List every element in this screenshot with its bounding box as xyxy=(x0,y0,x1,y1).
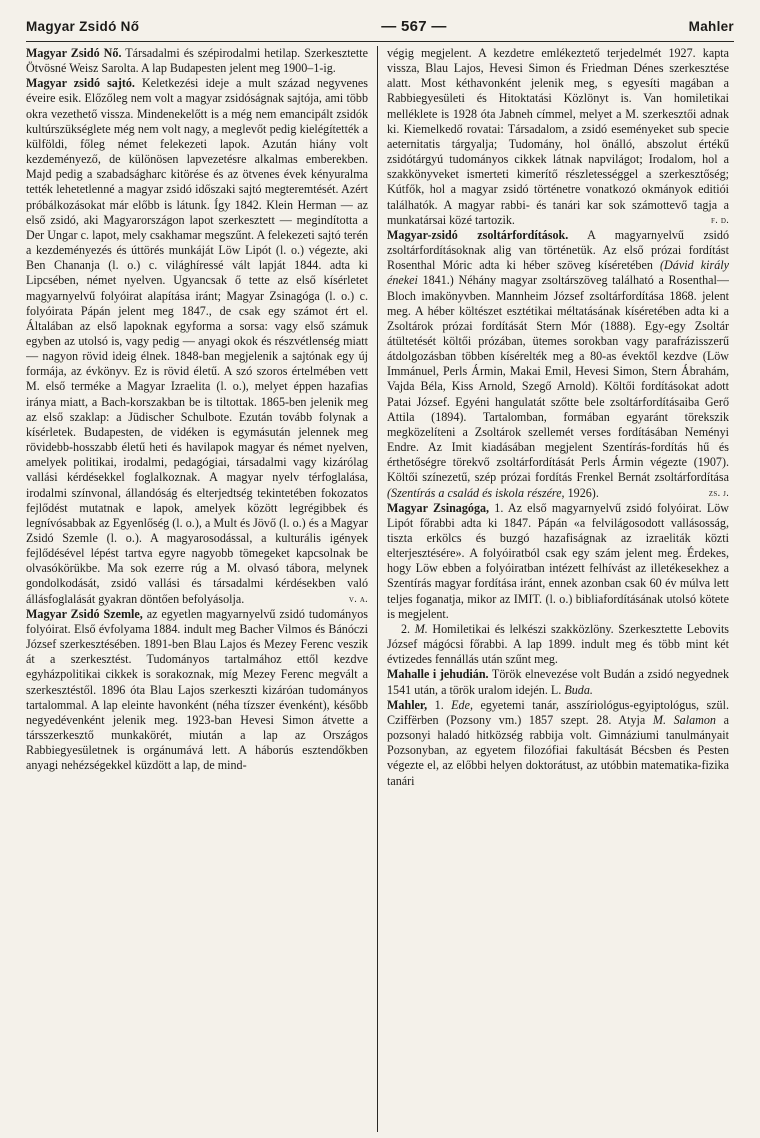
entry-text: Keletkezési ideje a mult század negyvenes éveire esik. Előzőleg nem volt a magyar zsidóságnak sajtója, ami több okra vezethető vissza. Mindenekelőtt is a még nem emancipált zsidók kultúrszükséglete még nem volt nagy, a meglevőt pedig kielégítették a külföldi, főleg német felekezeti lapok. Azután hiány volt kezdeményező, de különösen lapvezetésre alkalmas emberekben. Majd pedig a szabadságharc kitörése és az ötvenes évek kényuralma tették lehetetlenné a magyar zsidó időszaki sajtó megteremtését. Azért próbálkozásokat már előbb is látunk. Így 1842. Klein Herman — az első zsidó, aki Magyarországon lapot szerkesztett — megindította a Der Ungar c. lapot, mely csakhamar megszűnt. A felekezeti sajtó terén a kezdeményezés és úttörés munkáját Löw Lipót (l. o.) végezte, aki Ben Chananja (l. o.) c. világhíressé vált lapját 1844. adta ki Lipcsében, német nyelven. Ugyancsak ő tette az első kísérletet magyarnyelvű folyóirat alapítása iránt; Magyar Zsinagóga (l. o.) c. folyóirata Pápán jelent meg 1847., de csak egy számot ért el. Általában az első lapoknak egyforma a sorsa: vagy első számuk egyben az utolsó is, vagy pedig — anyagi okok és részvétlenség miatt — nagyon rövid ideig élnek. 1848-ban megjelenik a sajtónak egy új formája, az évkönyv. Ez is rövid életű. A szó szoros értelmében vett M. első terméke a Magyar Izraelita (l. o.), melyet éppen hazafias iránya miatt, a Bach-korszakban be is tiltottak. 1865-ben jelenik meg az első szaklap: a Jüdischer Schulbote. Ezután tovább folynak a kísérletek. Budapesten, de vidéken is egymásután jelennek meg rövidebb-hosszabb életű heti és havilapok magyar és német nyelven, amelyek politikai, irodalmi, pedagógiai, társadalmi vagy kizárólag vallási kérdésekkel foglalkoznak. A magyar nyelv térfoglalása, irodalmi színvonal, állandóság és elterjedtség tekintetében fokozatos fejlődést mutatnak e lapok, amelyek között legrégibbek és legnívósabbak az Egyenlőség (l. o.), a Mult és Jövő (l. o.) és a Magyar Zsidó Szemle (l. o.). A magyarosodással, a kulturális igények fejlődésével lépést tartva egyre nagyobb tömegeket kapcsolnak be olvasókörükbe. Ma sok ezerre rúg a M. olvasó tábora, melynek gondolkodását, zsidó vallási és társadalmi kérdésekben való állásfoglalását gyakran döntően befolyásolja. xyxy=(26,76,368,606)
entry-text: végig megjelent. A kezdetre emlékeztető terjedelmét 1927. kapta vissza, Blau Lajos, Hevesi Simon és Friedman Dénes szerkesztése alatt. Most kéthavonként jelenik meg, s egyesíti magában a Rabbiegyesületi és Hitoktatási Közlönyt is. Van homiletikai melléklete is 1928 óta Jabneh címmel, melyet a M. szerkesztői adnak ki. Kiemelkedő rovatai: Társadalom, a zsidó eseményeket sub specie aeternitatis tárgyalja; Tudomány, hol önálló, abszolut értékű zsidótárgyú tudományos cikkek látnak napvilágot; Irodalom, hol a szakkönyveket ismerteti kimerítő részletességgel a szerkesztőség; Kútfők, hol a magyar zsidó történetre vonatkozó okmányok editiói találhatók. A magyar rabbi- és tanári kar sok számottevő tagja a munkatársai közé tartozik. xyxy=(387,46,729,227)
entry xyxy=(26,46,368,76)
entry-text: az egyetlen magyarnyelvű zsidó tudományos folyóirat. Első évfolyama 1884. indult meg Bacher Vilmos és Bánóczi József szerkesztésében. 1891-ben Blau Lajos és Mezey Ferenc veszik át a szerkesztést. Tudományos tartalmához ettől kezdve egyházpolitikai cikkek is sorakoznak, míg Mezey Ferenc megvált a szerkesztéstől. 1896 óta Blau Lajos szerkeszti kizáróan tudományos tartalommal. A lap eleinte havonként (néha tízszer évenként), később negyedévenként jelenik meg. 1923-ban Hevesi Simon átvette a társszerkesztő munkakörét, miután a lap az Országos Rabbiegyesületnek is orgánumává lett. A háborús esztendőkben anyagi nehézségekkel küzdött a lap, de mind- xyxy=(26,606,368,773)
entry-headword: Mahalle i jehudián. xyxy=(387,667,489,682)
left-column xyxy=(26,46,377,1132)
entry xyxy=(387,698,729,789)
author-signature: zs. j. xyxy=(708,487,729,499)
page-number: — 567 — xyxy=(381,18,447,35)
entry-text: Török elnevezése volt Budán a zsidó negyednek 1541 után, a török uralom idején. L. xyxy=(387,667,729,697)
entry xyxy=(387,46,729,228)
entry-italic: (Szentírás a család és iskola részére, xyxy=(387,485,565,500)
entry xyxy=(387,501,729,622)
entry-text: Homiletikai és lelkészi szakközlöny. Szerkesztette Lebovits József mágócsi főrabbi. A lap 1899. indult meg és több mint két évtizedes fennállás után szűnt meg. xyxy=(387,621,729,667)
entry-text: Társadalmi és szépirodalmi hetilap. Szerkesztette Ötvösné Weisz Sarolta. A lap Budapesten jelent meg 1900–1-ig. xyxy=(26,46,369,76)
entry-headword: Magyar Zsidó Nő. xyxy=(26,46,122,60)
entry-headword: Magyar Zsidó Szemle, xyxy=(26,606,143,621)
entry-italic: Ede, xyxy=(451,697,473,712)
author-signature: f. d. xyxy=(711,214,729,226)
entry-headword: Magyar-zsidó zsoltárfordítások. xyxy=(387,227,569,242)
running-header xyxy=(26,18,734,42)
entry-text: 1926). xyxy=(564,485,599,500)
entry-italic: M. Salamon xyxy=(652,712,716,727)
entry-text: A magyarnyelvű zsidó zsoltárfordításoknak alig van történetük. Az első prózai fordítást Rosenthal Móric adta ki héber szöveg kíséretében xyxy=(387,227,729,273)
entry-text: 2. xyxy=(401,621,415,636)
header-left-title: Magyar Zsidó Nő xyxy=(26,19,140,34)
entry-headword: Magyar Zsinagóga, xyxy=(387,500,490,515)
entry-headword: Magyar zsidó sajtó. xyxy=(26,76,135,91)
header-right-title: Mahler xyxy=(688,19,734,34)
text-columns xyxy=(26,46,734,1132)
entry xyxy=(387,667,729,697)
entry xyxy=(26,607,368,774)
entry xyxy=(387,622,729,667)
entry-text: 1841.) Néhány magyar zsoltárszöveg található a Rosenthal—Bloch imakönyvben. Mannheim József zsoltárfordítása 1868. jelent meg. A héber költészet esztétikai méltatásának kíséretében adta ki a Zsoltárok prózai fordítását Stern Mór (1888). Egy-egy Zsoltár átültetését költői prózában, ütemes sorokban vagy parafrázisszerű átdolgozásban többen kísérelték meg a 80-as évektől kezdve (Löw Immánuel, Perls Ármin, Makai Emil, Hevesi Simon, Stern Ábrahám, Vajda Béla, Kiss Arnold, Szegő Arnold). Költői fordításokat adott Patai József. Egyéni hangulatát szőtte bele zsoltárfordításaiba Gerő Attila (1894). Tartalomban, formában egyaránt törekszik megközelíteni a Zsoltárok szellemét verses fordításában Neményi Endre. Az Imit kiadásában megjelent Szentírás-fordítás hű és érthetőségre törekvő zsoltárfordítását Perls Ármin végezte (1907). Költői színezetű, szép prózai fordítás Frenkel Bernát zsoltárfordítása xyxy=(387,273,729,485)
entry-text: 1. xyxy=(427,697,452,712)
entry-italic: (Dávid király énekei xyxy=(387,258,729,288)
entry-italic: M. xyxy=(414,621,428,636)
author-signature: v. a. xyxy=(348,593,368,605)
entry-italic: Buda. xyxy=(564,682,593,697)
right-column xyxy=(378,46,729,1132)
entry-text: a pozsonyi haladó hitközség rabbija volt. Gimnáziumi tanulmányait Pozsonyban, az egyetem filozófiai fakultását Bécsben és Pesten végezte el, az előbbi helyen doktorátust, az utóbbin matematika-fizika tanári xyxy=(387,712,729,788)
entry-text: 1. Az első magyarnyelvű zsidó folyóirat. Löw Lipót főrabbi adta ki 1847. Pápán «a felvilágosodott vallásosság, tiszta erkölcs és buzgó hazafiságnak az izraeliták közti elterjesztésére». A folyóiratból csak egy szám jelent meg. Érdekes, hogy Löw ebben a folyóiratban intézett felhívást az illetékesekhez a Szentírás magyar fordítása iránt, ennek azonban csak 60 év múlva lett teljes foganatja, mikor az IMIT. (l. o.) bibliafordításának utolsó kötete is megjelent. xyxy=(387,500,729,621)
entry-text: egyetemi tanár, asszíriológus-egyiptológus, szül. Cziffërben (Pozsony vm.) 1857 szept. 28. Atyja xyxy=(387,697,729,727)
entry xyxy=(387,228,729,501)
entry-headword: Mahler, xyxy=(387,697,428,712)
entry xyxy=(26,76,368,606)
